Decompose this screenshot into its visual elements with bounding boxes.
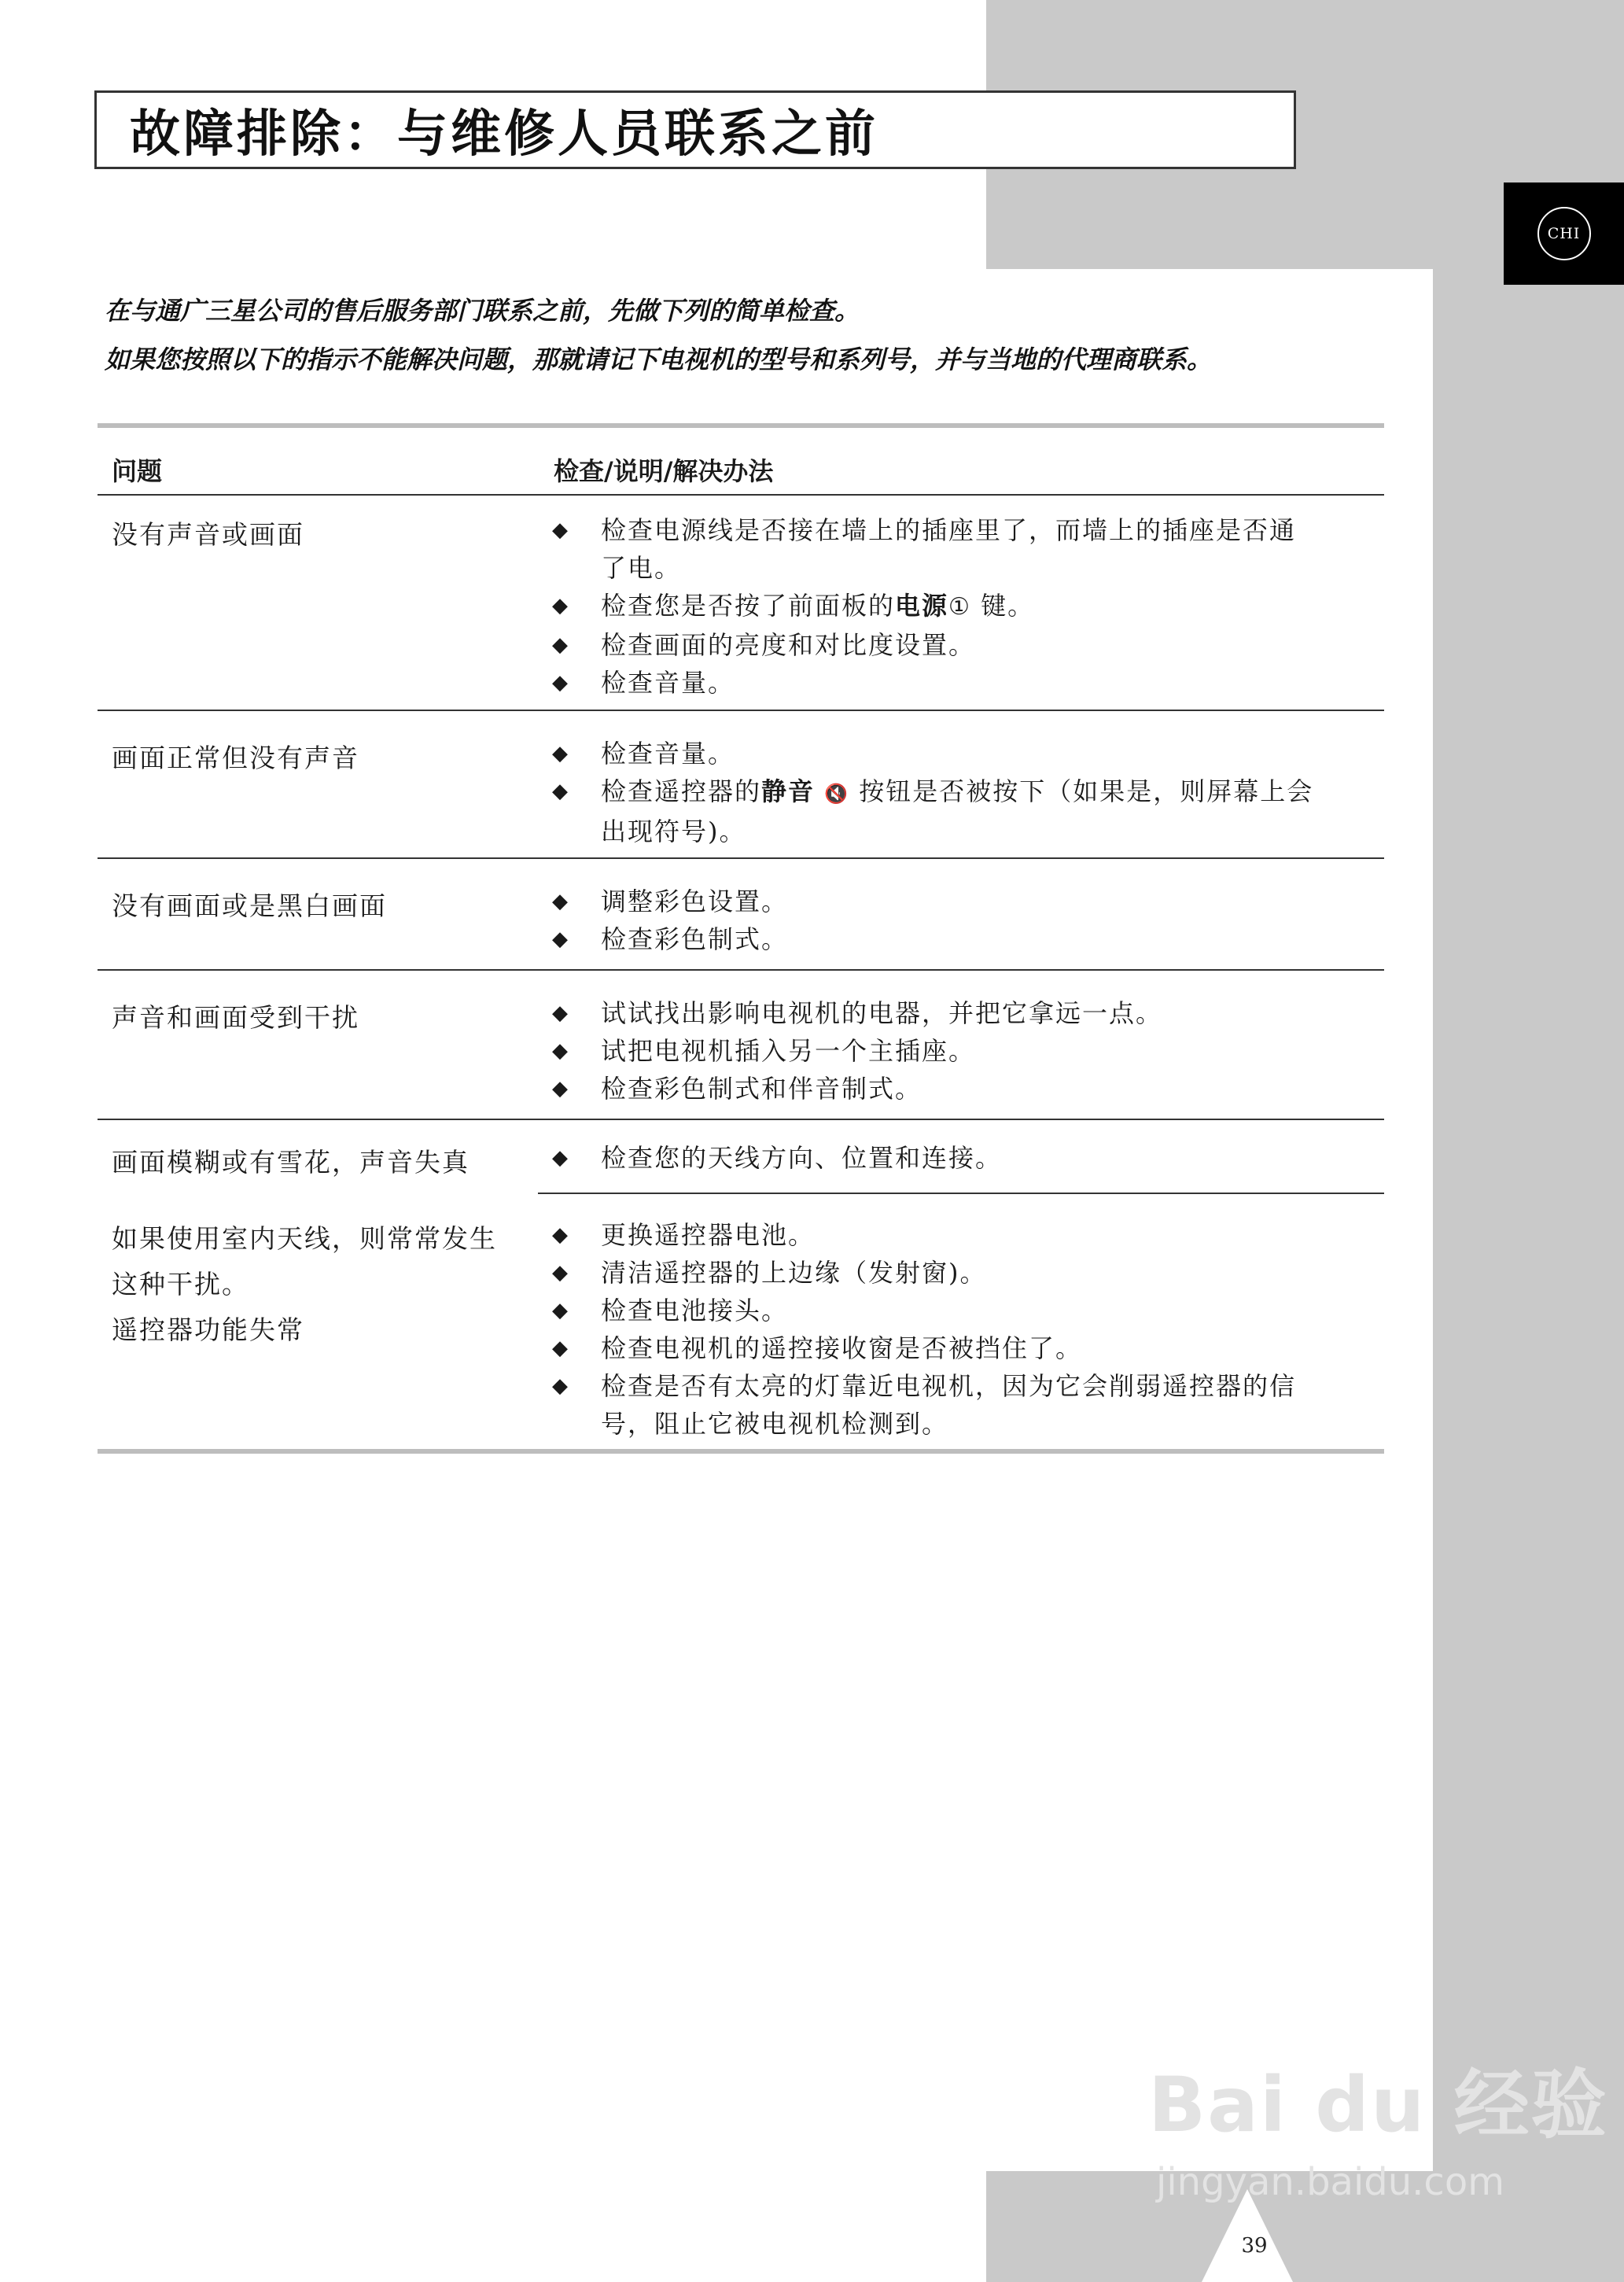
- table-header-row: [98, 428, 1384, 494]
- solution-cell: [552, 735, 1378, 850]
- diamond-bullet-icon: ◆: [552, 1001, 569, 1025]
- solution-item: [552, 772, 1378, 850]
- problem-text: 这种干扰。: [112, 1269, 249, 1300]
- solution-text: 试试找出影响电视机的电器，并把它拿远一点。: [601, 998, 1163, 1028]
- solution-text: 检查音量。: [601, 668, 735, 698]
- problem-text: 声音和画面受到干扰: [112, 1002, 359, 1033]
- solution-text: 检查音量。: [601, 739, 735, 769]
- mute-icon: 🔇: [824, 783, 850, 805]
- solution-cell: [552, 1216, 1378, 1443]
- table-row: [98, 1120, 1384, 1193]
- solution-item: [552, 1292, 1378, 1329]
- watermark-logo: Bai du 经验: [1148, 2061, 1608, 2149]
- solution-text: 调整彩色设置。: [601, 887, 789, 916]
- solution-item: [552, 664, 1378, 702]
- diamond-bullet-icon: ◆: [552, 1336, 569, 1360]
- title-box: [94, 90, 1296, 169]
- solution-text: 检查您的天线方向、位置和连接。: [601, 1143, 1003, 1173]
- intro-line-1: 在与通广三星公司的售后服务部门联系之前，先做下列的简单检查。: [105, 296, 860, 326]
- solution-text: 按钮是否被按下（如果是，则屏幕上会: [849, 776, 1314, 806]
- problem-cell: [112, 999, 359, 1037]
- mute-key-label: 静音: [761, 776, 816, 806]
- table-row: [98, 1194, 1384, 1449]
- solution-cell: [552, 1139, 1378, 1177]
- solution-text: 更换遥控器电池。: [601, 1220, 816, 1250]
- problem-cell: [112, 1144, 470, 1182]
- page-number: 39: [1241, 2234, 1268, 2258]
- header-solution: 检查/说明/解决办法: [554, 456, 774, 486]
- solution-text: 检查电视机的遥控接收窗是否被挡住了。: [601, 1333, 1083, 1363]
- power-icon: ①: [948, 593, 971, 621]
- solution-item: [552, 1254, 1378, 1292]
- solution-item: [552, 1070, 1378, 1108]
- solution-item: [552, 1139, 1378, 1177]
- power-key-label: 电源: [895, 591, 949, 621]
- solution-item: [552, 1367, 1378, 1443]
- gray-side-strip: [1433, 0, 1624, 2282]
- diamond-bullet-icon: ◆: [552, 1374, 569, 1398]
- problem-cell: [112, 739, 359, 777]
- solution-item: [552, 883, 1378, 920]
- problem-text: 如果使用室内天线，则常常发生: [112, 1223, 497, 1254]
- solution-item: [552, 1329, 1378, 1367]
- problem-cell: [112, 1216, 497, 1353]
- diamond-bullet-icon: ◆: [552, 1146, 569, 1170]
- table-row: [98, 496, 1384, 710]
- solution-item: [552, 920, 1378, 958]
- diamond-bullet-icon: ◆: [552, 890, 569, 913]
- diamond-bullet-icon: ◆: [552, 927, 569, 951]
- problem-text: 没有画面或是黑白画面: [112, 890, 387, 921]
- diamond-bullet-icon: ◆: [552, 1223, 569, 1247]
- solution-text: 清洁遥控器的上边缘（发射窗)。: [601, 1258, 987, 1288]
- solution-text: 检查彩色制式和伴音制式。: [601, 1074, 922, 1104]
- problem-cell: [112, 516, 304, 554]
- language-badge: CHI: [1537, 207, 1591, 260]
- language-tab: [1504, 182, 1624, 285]
- solution-text: 检查遥控器的: [601, 776, 762, 806]
- solution-cell: [552, 511, 1378, 702]
- solution-item: [552, 1216, 1378, 1254]
- problem-text: 遥控器功能失常: [112, 1314, 304, 1345]
- solution-text: 检查您是否按了前面板的: [601, 591, 896, 621]
- intro-line-2: 如果您按照以下的指示不能解决问题，那就请记下电视机的型号和系列号，并与当地的代理商联系。: [105, 345, 1213, 374]
- table-row: [98, 859, 1384, 969]
- diamond-bullet-icon: ◆: [552, 633, 569, 657]
- diamond-bullet-icon: ◆: [552, 1299, 569, 1322]
- table-bottom-rule: [98, 1449, 1384, 1454]
- solution-text: 检查画面的亮度和对比度设置。: [601, 630, 976, 660]
- diamond-bullet-icon: ◆: [552, 780, 569, 803]
- solution-text: 检查电池接头。: [601, 1296, 789, 1325]
- problem-cell: [112, 887, 387, 925]
- solution-cell: [552, 994, 1378, 1108]
- solution-cell: [552, 883, 1378, 958]
- solution-text: 号，阻止它被电视机检测到。: [601, 1409, 949, 1439]
- table-row: [98, 971, 1384, 1119]
- diamond-bullet-icon: ◆: [552, 1261, 569, 1285]
- solution-text: 检查电源线是否接在墙上的插座里了，而墙上的插座是否通: [601, 515, 1297, 545]
- solution-item: [552, 511, 1378, 587]
- problem-text: 画面模糊或有雪花，声音失真: [112, 1147, 470, 1178]
- solution-item: [552, 735, 1378, 772]
- solution-item: [552, 1032, 1378, 1070]
- diamond-bullet-icon: ◆: [552, 1077, 569, 1100]
- diamond-bullet-icon: ◆: [552, 742, 569, 765]
- solution-text: 检查彩色制式。: [601, 924, 789, 954]
- diamond-bullet-icon: ◆: [552, 671, 569, 695]
- diamond-bullet-icon: ◆: [552, 594, 569, 618]
- problem-text: 没有声音或画面: [112, 519, 304, 550]
- page-title: 故障排除：与维修人员联系之前: [130, 105, 878, 164]
- diamond-bullet-icon: ◆: [552, 1039, 569, 1063]
- table-row: [98, 711, 1384, 857]
- solution-item: [552, 587, 1378, 626]
- solution-text: 键。: [970, 591, 1035, 621]
- solution-text: 了电。: [601, 553, 682, 583]
- header-problem: 问题: [112, 456, 163, 486]
- problem-text: 画面正常但没有声音: [112, 743, 359, 773]
- solution-text: 试把电视机插入另一个主插座。: [601, 1036, 976, 1066]
- troubleshooting-table: [98, 423, 1384, 1454]
- solution-item: [552, 994, 1378, 1032]
- solution-text: 检查是否有太亮的灯靠近电视机，因为它会削弱遥控器的信: [601, 1371, 1297, 1401]
- watermark-url: jingyan.baidu.com: [1156, 2160, 1504, 2204]
- solution-item: [552, 626, 1378, 664]
- solution-text: 出现符号)。: [601, 817, 746, 846]
- diamond-bullet-icon: ◆: [552, 518, 569, 542]
